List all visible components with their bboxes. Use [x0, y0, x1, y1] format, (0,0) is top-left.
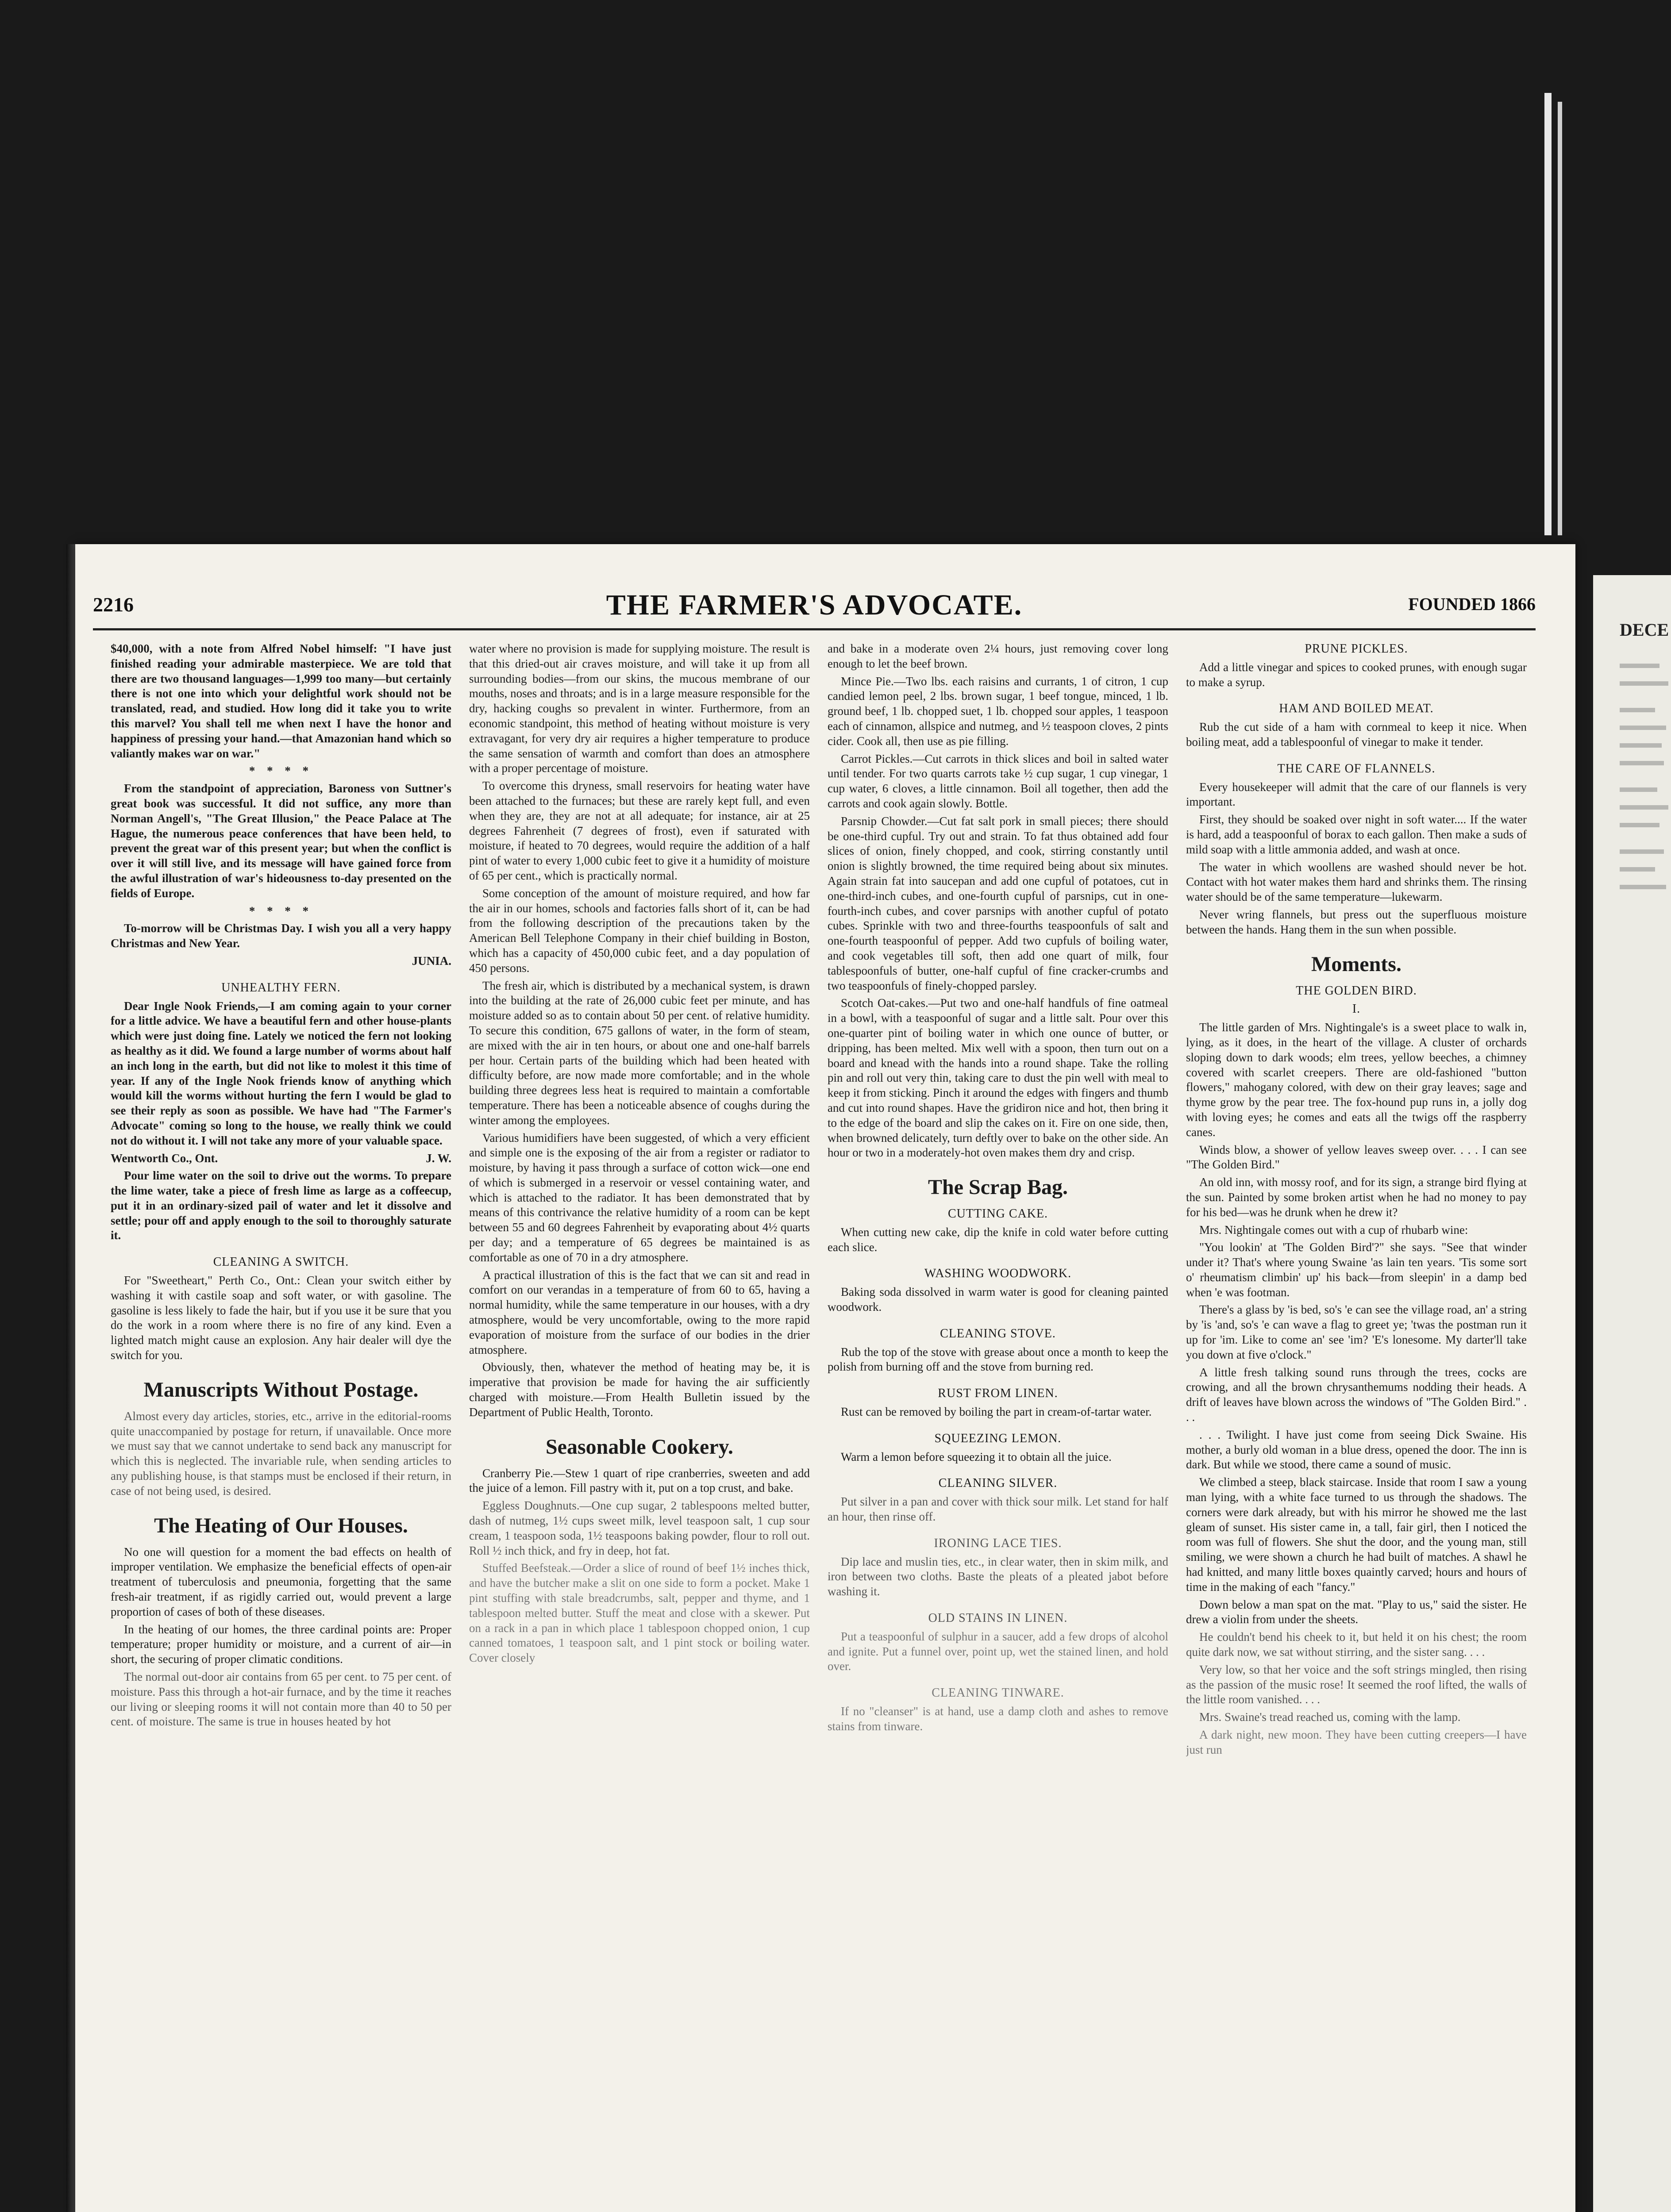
- paragraph: and bake in a moderate oven 2¼ hours, just removing cover long enough to let the beef brown.: [828, 642, 1168, 670]
- paragraph: Warm a lemon before squeezing it to obtain all the juice.: [841, 1450, 1112, 1463]
- paragraph: Winds blow, a shower of yellow leaves sweep over. . . . I can see "The Golden Bird.": [1186, 1143, 1527, 1171]
- article-heading: Moments.: [1311, 952, 1401, 976]
- page-number: 2216: [93, 593, 134, 616]
- separator-stars: * * * *: [249, 764, 313, 778]
- paragraph: A dark night, new moon. They have been cutting creepers—I have just run: [1186, 1728, 1527, 1756]
- next-page-text-line: [1620, 823, 1659, 827]
- paragraph: A little fresh talking sound runs through the trees, cocks are crowing, and all the brown chrysanthemums nodding their heads. A drift of leaves have blown across the windows of "The Golden Bird." . . .: [1186, 1365, 1527, 1424]
- paragraph: When cutting new cake, dip the knife in cold water before cutting each slice.: [828, 1225, 1168, 1254]
- section-heading: OLD STAINS IN LINEN.: [928, 1611, 1068, 1625]
- paragraph: Pour lime water on the soil to drive out the worms. To prepare the lime water, take a piece of fresh lime as large as a coffeecup, put it in an ordinary-sized pail of water and let it dissolve and settle; pour off and apply enough to the soil to thoroughly saturate it.: [111, 1169, 451, 1242]
- masthead-rule: [93, 628, 1536, 630]
- column-2: [469, 641, 810, 2212]
- paragraph: He couldn't bend his cheek to it, but held it on his chest; the room quite dark now, we sat without stirring, and the sister sang. . . .: [1186, 1630, 1527, 1659]
- paragraph: A practical illustration of this is the fact that we can sit and read in comfort on our verandas in a temperature of from 60 to 65, having a normal humidity, while the same temperature in our houses, with a dry atmosphere, would be very uncomfortable, owing to the more rapid evaporation of moisture from the surface of our bodies in the drier atmosphere.: [469, 1268, 810, 1356]
- section-heading: IRONING LACE TIES.: [934, 1536, 1062, 1550]
- paragraph: If no "cleanser" is at hand, use a damp cloth and ashes to remove stains from tinware.: [828, 1705, 1168, 1733]
- article-heading: Seasonable Cookery.: [545, 1435, 734, 1459]
- paragraph: Add a little vinegar and spices to cooked prunes, with enough sugar to make a syrup.: [1186, 660, 1527, 689]
- signature: JUNIA.: [412, 954, 451, 968]
- paragraph: For "Sweetheart," Perth Co., Ont.: Clean your switch either by washing it with castile soap and soft water, or with gasoline. The gasoline is less likely to fade the hair, but if you use it be sure that you do the work in a room where there is no fire of any kind. Even a lighted match might cause an explosion. Any hair dealer will dye the switch for you.: [111, 1274, 451, 1362]
- paragraph: Very low, so that her voice and the soft strings mingled, then rising as the passion of the music rose! It seemed the roof lifted, the walls of the little room vanished. . . .: [1186, 1663, 1527, 1706]
- letter-location: Wentworth Co., Ont.: [111, 1151, 218, 1165]
- next-page-text-line: [1620, 743, 1662, 748]
- next-page-text-line: [1620, 867, 1655, 872]
- section-heading: WASHING WOODWORK.: [924, 1267, 1072, 1281]
- next-page-text-line: [1620, 787, 1657, 792]
- paragraph: Put silver in a pan and cover with thick sour milk. Let stand for half an hour, then rinse off.: [828, 1495, 1168, 1524]
- paragraph: No one will question for a moment the bad effects on health of improper ventilation. We emphasize the beneficial effects of open-air treatment of tuberculosis and pneumonia, forgetting that the same fresh-air treatment, if as rigidly carried out, would prevent a large proportion of cases of both of these diseases.: [111, 1545, 451, 1618]
- recipe-paragraph: Cranberry Pie.—Stew 1 quart of ripe cranberries, sweeten and add the juice of a lemon. Fill pastry with it, put on a top crust, and bake.: [469, 1466, 810, 1495]
- paragraph: Every housekeeper will admit that the care of our flannels is very important.: [1186, 780, 1527, 809]
- paragraph: . . . Twilight. I have just come from seeing Dick Swaine. His mother, a burly old woman in a blue dress, opened the door. The inn is dark. But while we stood, there came a sound of music.: [1186, 1428, 1527, 1471]
- paragraph: Never wring flannels, but press out the superfluous moisture between the hands. Hang them in the sun when possible.: [1186, 907, 1527, 936]
- recipe-paragraph: Scotch Oat-cakes.—Put two and one-half handfuls of fine oatmeal in a bowl, with a teaspoonful of sugar and a little salt. Pour over this one-quarter pint of boiling water in which one ounce of butter, or dripping, has been melted. Mix well with a spoon, then turn out on a board and knead with the hands into a round shape. Take the rolling pin and roll out very thin, taking care to dust the pin well with meal to keep it from sticking. Pinch it around the edges with fingers and thumb and cut into round shapes. Have the gridiron nice and hot, then bring it to the edge of the board and slip the cakes on it. Fire on one side, then, when browned delicately, turn deftly over to bake on the other side. An hour or two in a moderately-hot oven makes them dry and crisp.: [828, 996, 1168, 1160]
- column-4: [1186, 641, 1527, 2212]
- recipe-paragraph: Mince Pie.—Two lbs. each raisins and currants, 1 of citron, 1 cup candied lemon peel, 2 lbs. brown sugar, 1 beef tongue, minced, 1 lb. ground beef, 1 lb. chopped suet, 1 lb. chopped sour apples, 1 teaspoon each of cinnamon, allspice and nutmeg, and ½ teaspoon cloves, 2 pints cider. Cook all, then use as pie filling.: [828, 674, 1168, 748]
- paragraph: Almost every day articles, stories, etc., arrive in the editorial-rooms quite unaccompanied by postage for return, if unavailable. Once more we must say that we cannot undertake to send back any manuscript for which this is neglected. The invariable rule, when sending articles to any publishing house, is that stamps must be enclosed if their return, in case of not being used, is desired.: [111, 1409, 451, 1498]
- paragraph: In the heating of our homes, the three cardinal points are: Proper temperature; proper humidity or moisture, and a current of air—in short, the securing of proper climatic conditions.: [111, 1622, 451, 1666]
- paragraph: The normal out-door air contains from 65 per cent. to 75 per cent. of moisture. Pass this through a hot-air furnace, and by the time it reaches our living or sleeping rooms it will not contain more than 40 to 50 per cent. of moisture. The same is true in houses heated by hot: [111, 1670, 451, 1728]
- paragraph: We climbed a steep, black staircase. Inside that room I saw a young man lying, with a white face turned to us through the shadows. The corners were dark already, but with his mirror he showed me the last gleam of sunset. His sister came in, a tall, fair girl, then I noticed the room was full of flowers. She shut the door, and the young man, still smiling, we were shown a church he had built of matches. A shawl he had knitted, and many little boxes quaintly carved; hours and hours of time in the making of each "fancy.": [1186, 1475, 1527, 1594]
- paragraph: To-morrow will be Christmas Day. I wish you all a very happy Christmas and New Year.: [111, 922, 451, 950]
- paragraph: $40,000, with a note from Alfred Nobel himself: "I have just finished reading your admirable masterpiece. We are told that there are two thousand languages—1,999 too many—but certainly there is not one into which your delightful work should not be translated, read, and studied. How long did it take you to write this marvel? You shall tell me when next I have the honor and happiness of pressing your hand.—that Amazonian hand which so valiantly makes war on war.": [111, 642, 451, 760]
- recipe-paragraph: Eggless Doughnuts.—One cup sugar, 2 tablespoons melted butter, dash of nutmeg, 1½ cups sweet milk, level teaspoon salt, 1 cup sour cream, 1 teaspoon soda, 1½ teaspoons baking powder, flour to roll out. Roll ½ inch thick, and fry in deep, hot fat.: [469, 1499, 810, 1557]
- newspaper-title: THE FARMER'S ADVOCATE.: [606, 589, 1023, 621]
- section-heading: CLEANING TINWARE.: [932, 1686, 1064, 1700]
- section-heading: PRUNE PICKLES.: [1305, 642, 1408, 656]
- paragraph: Put a teaspoonful of sulphur in a saucer, add a few drops of alcohol and ignite. Put a funnel over, point up, wet the stained linen, and hold over.: [828, 1629, 1168, 1673]
- article-heading: The Scrap Bag.: [928, 1175, 1068, 1199]
- recipe-paragraph: Parsnip Chowder.—Cut fat salt pork in small pieces; there should be one-third cupful. Try out and strain. To fat thus obtained add four slices of onion, finely chopped, and cook, stirring constantly until onion is slightly browned, the time required being about six minutes. Again strain fat into saucepan and add one cupful of potatoes, cut in one-third-inch cubes, and one-fourth cupful of parsnips, cut in one-fourth-inch cubes, and cover parsnips with another cupful of potato cubes. Sprinkle with two and three-fourths teaspoonfuls of salt and one-fourth teaspoonful of pepper. Add two cupfuls of boiling water, and cook vegetables till soft, then add one quart of milk, four tablespoonfuls of butter, one-half cupful of fine cracker-crumbs and two teaspoonfuls of finely-chopped parsley.: [828, 814, 1168, 992]
- recipe-paragraph: Stuffed Beefsteak.—Order a slice of round of beef 1½ inches thick, and have the butcher make a slit on one side to form a pocket. Make 1 pint stuffing with stale breadcrumbs, salt, pepper and thyme, and 1 tablespoon melted butter. Stuff the meat and close with a skewer. Put on a rack in a pan in which place 1 tablespoon chopped onion, 1 cup canned tomatoes, 1 teaspoon salt, and 1 pint stock or boiling water. Cover closely: [469, 1561, 810, 1665]
- scanner-light-strip: [1544, 93, 1552, 535]
- paragraph: Rub the cut side of a ham with cornmeal to keep it nice. When boiling meat, add a tablespoonful of vinegar to make it tender.: [1186, 720, 1527, 749]
- column-3: [828, 641, 1168, 2212]
- paragraph: First, they should be soaked over night in soft water.... If the water is hard, add a teaspoonful of borax to each gallon. Then make a suds of mild soap with a little ammonia added, and wash at once.: [1186, 813, 1527, 856]
- next-page-text-line: [1620, 885, 1666, 889]
- paragraph: The fresh air, which is distributed by a mechanical system, is drawn into the building at the rate of 26,000 cubic feet per minute, and has moisture added so as to contain about 50 per cent. of relative humidity. To secure this condition, 675 gallons of water, in the form of steam, are mixed with the air in ten hours, or about one and one-half barrels per hour. Certain parts of the building which had been heated with difficulty before, are now made more comfortable; and in the whole building three degrees less heat is required to maintain a comfortable temperature. There has been a noticeable absence of coughs during the winter among the employees.: [469, 979, 810, 1127]
- section-heading: CLEANING SILVER.: [938, 1476, 1058, 1490]
- paragraph: Rub the top of the stove with grease about once a month to keep the polish from burning off and the stove from burning red.: [828, 1345, 1168, 1374]
- paragraph: To overcome this dryness, small reservoirs for heating water have been attached to the furnaces; but these are rarely kept full, and even when they are, they are not at all adequate; for instance, air at 25 degrees Fahrenheit (7 degrees of frost), even if saturated with moisture, if heated to 70 degrees, would require the addition of a half pint of water to every 1,000 cubic feet to give it a humidity of moisture of 65 per cent., which is practically normal.: [469, 779, 810, 882]
- paragraph: Dip lace and muslin ties, etc., in clear water, then in skim milk, and iron between two cloths. Baste the pleats of a pleated jabot before washing it.: [828, 1555, 1168, 1598]
- column-1: [111, 641, 451, 2212]
- next-page-text-line: [1620, 849, 1664, 854]
- section-heading: THE CARE OF FLANNELS.: [1277, 761, 1436, 776]
- paragraph: Some conception of the amount of moisture required, and how far the air in our homes, schools and factories falls short of it, can be had from the following description of the precautions taken by the American Bell Telephone Company in their chief building in Boston, which has a capacity of 450,000 cubic feet, and a day population of 450 persons.: [469, 886, 810, 975]
- paragraph: "You lookin' at 'The Golden Bird'?" she says. "See that winder under it? That's where young Swaine 'as lain ten years. 'Tis some sort o' rheumatism climbin' up' his back—from sleepin' in a damp bed when 'e was footman.: [1186, 1240, 1527, 1299]
- paragraph: Mrs. Swaine's tread reached us, coming with the lamp.: [1199, 1710, 1461, 1724]
- section-heading: CLEANING STOVE.: [940, 1326, 1056, 1340]
- section-heading: SQUEEZING LEMON.: [934, 1431, 1062, 1445]
- paragraph: From the standpoint of appreciation, Baroness von Suttner's great book was successful. It did not suffice, any more than Norman Angell's, "The Great Illusion," the Peace Palace at The Hague, the numerous peace conferences that have been held, to prevent the great war of this present year; but when the conflict is over it will still live, and its message will have gained force from the awful illustration of war's hideousness to-day presented on the fields of Europe.: [111, 782, 451, 900]
- paragraph: Obviously, then, whatever the method of heating may be, it is imperative that provision be made for having the air sufficiently charged with moisture.—From Health Bulletin issued by the Department of Public Health, Toronto.: [469, 1360, 810, 1419]
- letter-signoff: [111, 1151, 451, 1166]
- paragraph: Dear Ingle Nook Friends,—I am coming again to your corner for a little advice. We have a beautiful fern and other house-plants which were just doing fine. Lately we noticed the fern not looking as healthy as it did. We found a large number of worms about half an inch long in the earth, but did not like to molest it this time of year. If any of the Ingle Nook friends know of anything which would kill the worms without hurting the fern I would be glad to see their reply as soon as possible. We have had "The Farmer's Advocate" coming so long to the house, we really think we could not do without it. I will not take any more of your valuable space.: [111, 999, 451, 1147]
- paragraph: Down below a man spat on the mat. "Play to us," said the sister. He drew a violin from under the sheets.: [1186, 1598, 1527, 1626]
- paragraph: An old inn, with mossy roof, and for its sign, a strange bird flying at the sun. Painted by some broken artist when he had no money to pay for his bed—was he drunk when he drew it?: [1186, 1175, 1527, 1219]
- article-heading: The Heating of Our Houses.: [154, 1513, 408, 1537]
- next-page-text-line: [1620, 761, 1664, 765]
- next-page-text-line: [1620, 664, 1659, 668]
- nobel-letter-section: [111, 641, 451, 1243]
- paragraph: The little garden of Mrs. Nightingale's is a sweet place to walk in, lying, as it does, in the heart of the village. A cluster of orchards sloping down to dark woods; elm trees, yellow beeches, a chimney covered with scarlet creepers. There are old-fashioned "button flowers," mahogany colored, with dew on their gray leaves; sage and thyme grow by the pear tree. The fox-hound pup runs in, a jolly dog with loving eyes; he comes and eats all the twigs off the raspberry canes.: [1186, 1021, 1527, 1139]
- separator-stars: * * * *: [249, 904, 313, 918]
- paragraph: water where no provision is made for supplying moisture. The result is that this dried-out air craves moisture, and will take it up from all surrounding bodies—from our skins, the mucous membrane of our mouths, noses and throats; and is in a large measure responsible for the dry, hacking coughs so prevalent in winter. Furthermore, from an economic standpoint, this method of heating without moisture is very extravagant, for very dry air requires a higher temperature to produce the same sensation of warmth and comfort than does an atmosphere with a proper percentage of moisture.: [469, 642, 810, 775]
- scanner-light-strip-secondary: [1558, 102, 1562, 535]
- next-page-text-line: [1620, 726, 1666, 730]
- article-heading: Manuscripts Without Postage.: [143, 1378, 419, 1402]
- section-heading: UNHEALTHY FERN.: [221, 980, 341, 995]
- section-heading: RUST FROM LINEN.: [938, 1386, 1058, 1401]
- section-heading: CLEANING A SWITCH.: [213, 1255, 349, 1269]
- masthead: [93, 588, 1536, 628]
- paragraph: There's a glass by 'is bed, so's 'e can see the village road, an' a string by 'is 'and, so's 'e can wave a flag to greet ye; 'twas the postman run it up for 'im. Like to come an' see 'im? 'E's lonesome. My darter'll take you down at five o'clock.": [1186, 1303, 1527, 1361]
- section-heading: THE GOLDEN BIRD.: [1296, 983, 1417, 998]
- next-page-text-line: [1620, 681, 1668, 686]
- paragraph: Baking soda dissolved in warm water is good for cleaning painted woodwork.: [828, 1285, 1168, 1314]
- paragraph: Various humidifiers have been suggested, of which a very efficient and simple one is the exposing of the air from a register or radiator to moisture, by having it pass through a surface of cotton wick—one end of which is submerged in a reservoir or vessel containing water, and which is attached to the radiator. It has been demonstrated that by means of this contrivance the relative humidity of a room can be kept between 55 and 60 degrees Fahrenheit by evaporating about 4½ quarts per day; and a temperature of 65 degrees be maintained is as comfortable as one of 70 in a dry atmosphere.: [469, 1131, 810, 1264]
- section-heading: CUTTING CAKE.: [947, 1207, 1048, 1221]
- chapter-number: I.: [1352, 1002, 1361, 1016]
- paragraph: Rust can be removed by boiling the part in cream-of-tartar water.: [841, 1405, 1152, 1419]
- paragraph: Mrs. Nightingale comes out with a cup of rhubarb wine:: [1199, 1223, 1468, 1237]
- paragraph: The water in which woollens are washed should never be hot. Contact with hot water makes them hard and shrinks them. The rinsing water should be of the same temperature—lukewarm.: [1186, 860, 1527, 904]
- next-page-edge: [1593, 575, 1671, 2212]
- next-page-text-line: [1620, 805, 1668, 810]
- letter-initials: J. W.: [426, 1151, 451, 1165]
- recipe-paragraph: Carrot Pickles.—Cut carrots in thick slices and boil in salted water until tender. For two quarts carrots take ½ cup sugar, 1 cup vinegar, 1 cup water, 6 cloves, a little cinnamon. Boil all together, then add the carrots and cook again slowly. Bottle.: [828, 752, 1168, 810]
- next-page-text-line: [1620, 708, 1655, 712]
- next-page-header: DECE: [1620, 620, 1669, 640]
- section-heading: HAM AND BOILED MEAT.: [1279, 702, 1434, 716]
- founded-note: FOUNDED 1866: [1408, 594, 1536, 614]
